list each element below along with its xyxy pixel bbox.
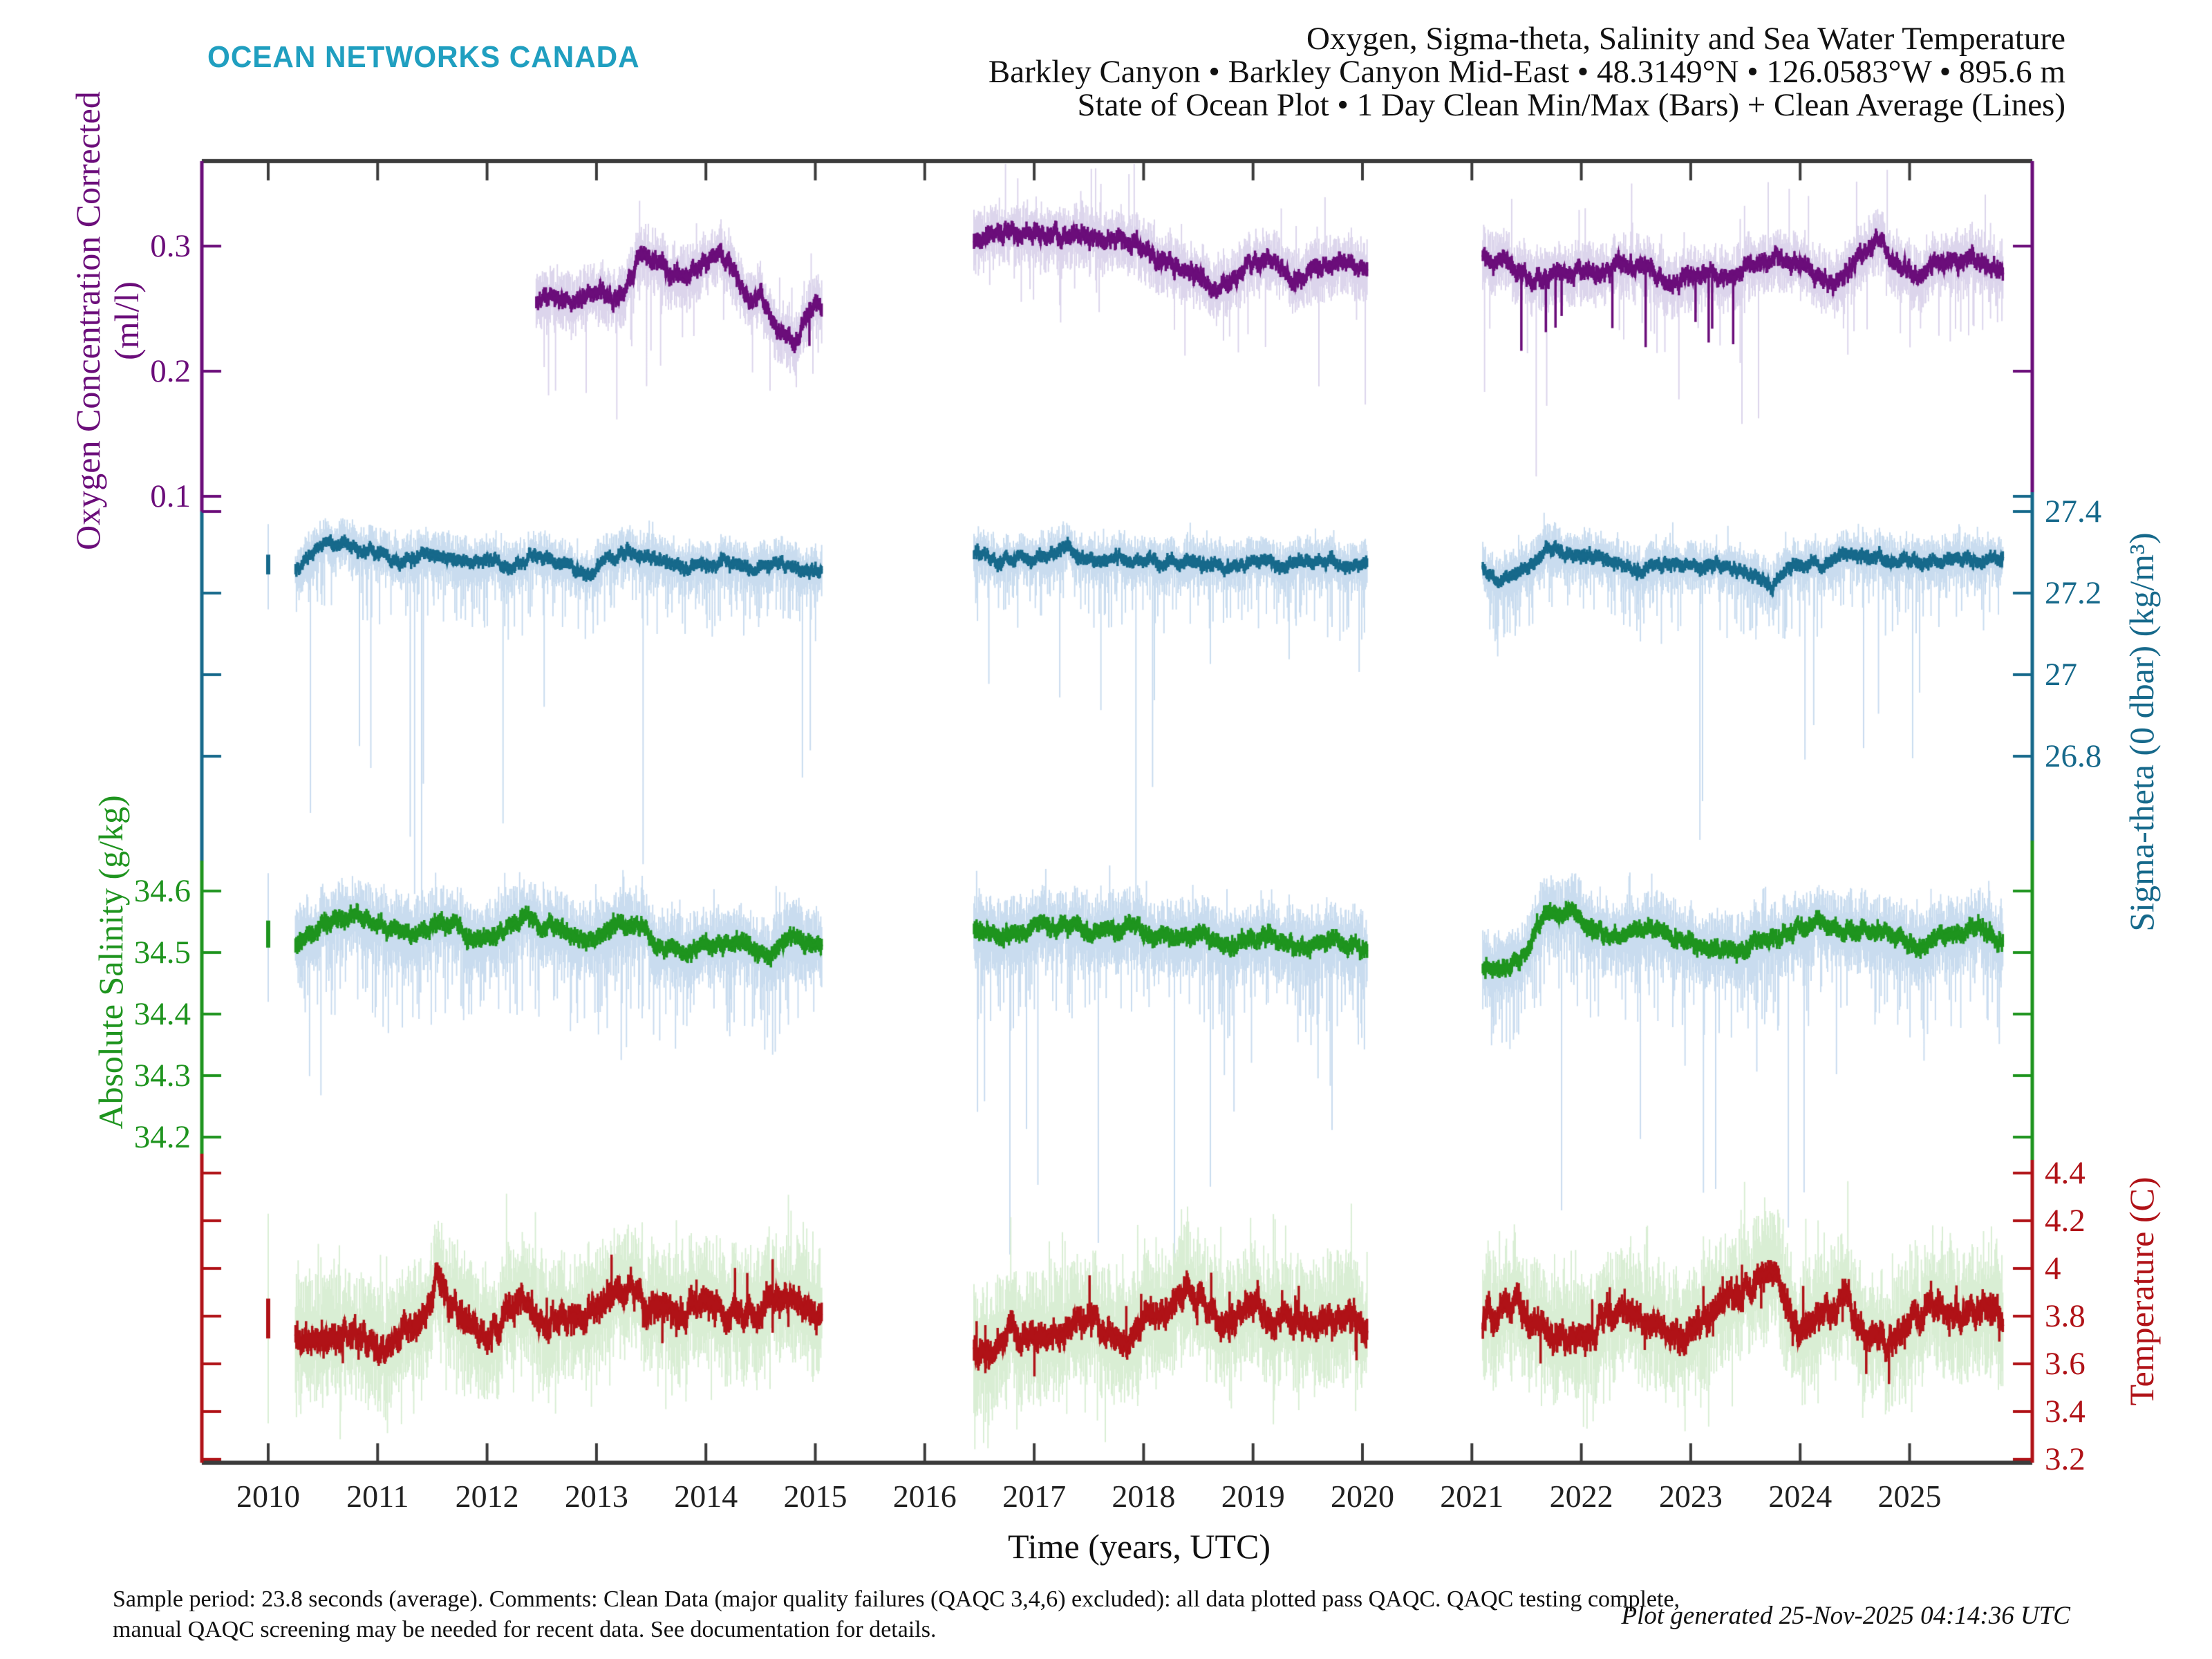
- y-axis-title-temperature: Temperature (C): [2122, 1177, 2161, 1406]
- x-tick-label-2019: 2019: [1221, 1479, 1285, 1514]
- x-tick-label-2024: 2024: [1768, 1479, 1833, 1514]
- x-tick-label-2025: 2025: [1877, 1479, 1942, 1514]
- ocean-networks-canada-logo: OCEAN NETWORKS CANADA: [207, 40, 640, 74]
- y-tick-label-sigma_theta: 26.8: [2045, 738, 2102, 774]
- y-tick-label-temperature: 4.4: [2045, 1155, 2086, 1191]
- y-axis-title-sigma_theta: Sigma-theta (0 dbar) (kg/m³): [2122, 532, 2161, 932]
- x-tick-label-2011: 2011: [346, 1479, 409, 1514]
- x-tick-label-2010: 2010: [236, 1479, 300, 1514]
- y-tick-label-temperature: 3.8: [2045, 1298, 2086, 1334]
- y-tick-label-salinity: 34.3: [133, 1058, 191, 1094]
- y-tick-label-temperature: 3.6: [2045, 1346, 2086, 1382]
- y-tick-label-oxygen: 0.1: [150, 478, 191, 514]
- plot-title-line3: State of Ocean Plot • 1 Day Clean Min/Max (Bars) + Clean Average (Lines): [1077, 87, 2065, 123]
- y-tick-label-sigma_theta: 27.4: [2045, 494, 2102, 529]
- y-tick-label-temperature: 3.2: [2045, 1441, 2086, 1477]
- y-tick-label-oxygen: 0.2: [150, 353, 191, 389]
- y-axis-title-oxygen: Oxygen Concentration Corrected (ml/l): [68, 91, 146, 550]
- plot-title-block: [988, 22, 2065, 122]
- y-tick-label-oxygen: 0.3: [150, 228, 191, 264]
- x-tick-label-2015: 2015: [783, 1479, 847, 1514]
- plot-title-line2: Barkley Canyon • Barkley Canyon Mid-East • 48.3149°N • 126.0583°W • 895.6 m: [988, 54, 2065, 90]
- y-tick-label-salinity: 34.2: [133, 1119, 191, 1155]
- x-axis-title: Time (years, UTC): [1007, 1527, 1271, 1566]
- y-tick-label-salinity: 34.6: [133, 873, 191, 909]
- y-tick-label-temperature: 4.2: [2045, 1203, 2086, 1239]
- plot-title-line1: Oxygen, Sigma-theta, Salinity and Sea Water Temperature: [1306, 21, 2065, 57]
- y-tick-label-salinity: 34.5: [133, 935, 191, 971]
- x-tick-label-2014: 2014: [674, 1479, 738, 1514]
- y-axis-title-salinity: Absolute Salinity (g/kg): [91, 795, 130, 1130]
- y-tick-label-sigma_theta: 27: [2045, 657, 2077, 693]
- y-tick-label-temperature: 3.4: [2045, 1394, 2086, 1430]
- footer-comments: [113, 1584, 1680, 1645]
- x-tick-label-2018: 2018: [1112, 1479, 1176, 1514]
- x-tick-label-2017: 2017: [1002, 1479, 1067, 1514]
- y-tick-label-salinity: 34.4: [133, 996, 191, 1032]
- x-tick-label-2013: 2013: [564, 1479, 628, 1514]
- x-tick-label-2022: 2022: [1549, 1479, 1613, 1514]
- footer-comments-line1: Sample period: 23.8 seconds (average). Comments: Clean Data (major quality failures (QAQC 3,4,6) excluded): all data plotted pass QAQC. QAQC testing complete,: [113, 1586, 1680, 1612]
- x-tick-label-2016: 2016: [892, 1479, 957, 1514]
- plot-generated-timestamp: Plot generated 25-Nov-2025 04:14:36 UTC: [1621, 1602, 2070, 1630]
- y-tick-label-sigma_theta: 27.2: [2045, 575, 2102, 611]
- x-tick-label-2020: 2020: [1331, 1479, 1394, 1514]
- x-tick-label-2023: 2023: [1658, 1479, 1723, 1514]
- y-tick-label-temperature: 4: [2045, 1250, 2061, 1286]
- footer-comments-line2: manual QAQC screening may be needed for recent data. See documentation for details.: [113, 1617, 937, 1642]
- x-tick-label-2012: 2012: [455, 1479, 519, 1514]
- x-tick-label-2021: 2021: [1440, 1479, 1504, 1514]
